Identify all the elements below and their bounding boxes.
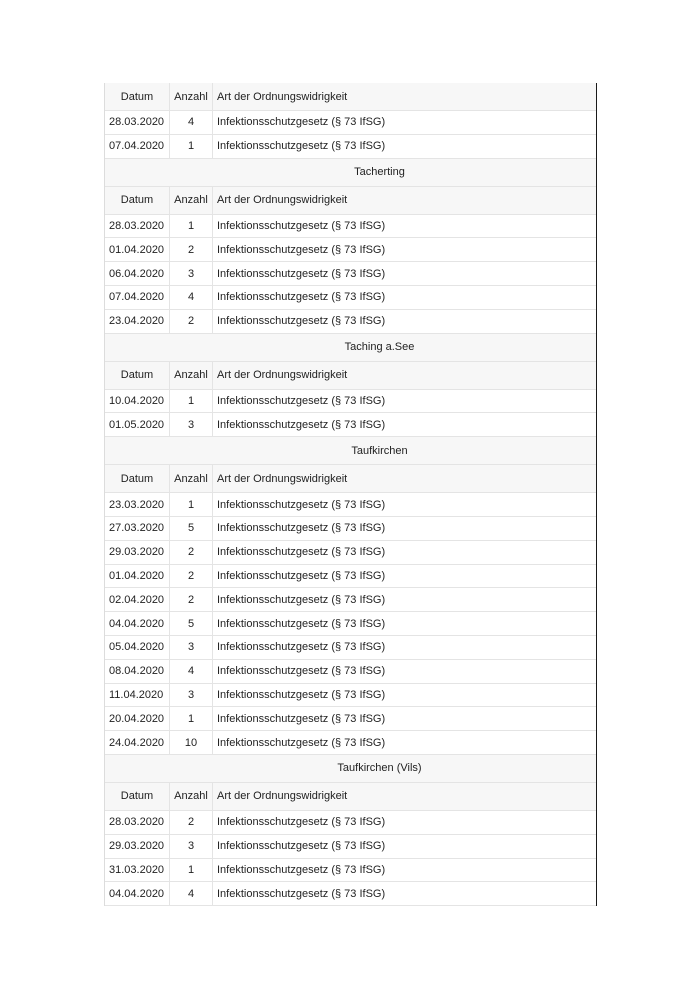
cell-count: 1 (169, 135, 213, 158)
table-row (105, 390, 596, 414)
cell-date: 04.04.2020 (109, 887, 165, 900)
header-type: Art der Ordnungswidrigkeit (217, 790, 348, 803)
town-heading-row (105, 437, 596, 465)
cell-date: 28.03.2020 (109, 816, 165, 829)
table-row (105, 731, 596, 755)
cell-type: Infektionsschutzgesetz (§ 73 IfSG) (217, 267, 386, 280)
header-count: Anzahl (169, 783, 213, 810)
cell-count: 5 (169, 612, 213, 635)
cell-date: 05.04.2020 (109, 641, 165, 654)
cell-type: Infektionsschutzgesetz (§ 73 IfSG) (217, 219, 386, 232)
cell-date: 01.04.2020 (109, 243, 165, 256)
cell-count: 1 (169, 390, 213, 413)
cell-type: Infektionsschutzgesetz (§ 73 IfSG) (217, 315, 386, 328)
header-type: Art der Ordnungswidrigkeit (217, 90, 348, 103)
cell-type: Infektionsschutzgesetz (§ 73 IfSG) (217, 593, 386, 606)
header-date: Datum (120, 369, 154, 382)
cell-type: Infektionsschutzgesetz (§ 73 IfSG) (217, 243, 386, 256)
cell-date: 08.04.2020 (109, 665, 165, 678)
cell-count: 2 (169, 238, 213, 261)
cell-type: Infektionsschutzgesetz (§ 73 IfSG) (217, 617, 386, 630)
cell-count: 2 (169, 811, 213, 834)
header-date: Datum (120, 790, 154, 803)
cell-count: 4 (169, 111, 213, 134)
cell-date: 11.04.2020 (109, 688, 164, 701)
table-row (105, 588, 596, 612)
cell-date: 23.04.2020 (109, 315, 165, 328)
cell-count: 4 (169, 286, 213, 309)
cell-count: 1 (169, 859, 213, 882)
table-row (105, 517, 596, 541)
cell-count: 2 (169, 541, 213, 564)
cell-type: Infektionsschutzgesetz (§ 73 IfSG) (217, 863, 386, 876)
column-header-row (105, 465, 596, 493)
header-count: Anzahl (169, 362, 213, 389)
cell-count: 2 (169, 565, 213, 588)
cell-type: Infektionsschutzgesetz (§ 73 IfSG) (217, 394, 386, 407)
header-date: Datum (120, 194, 154, 207)
cell-date: 06.04.2020 (109, 267, 165, 280)
header-type: Art der Ordnungswidrigkeit (217, 472, 348, 485)
cell-type: Infektionsschutzgesetz (§ 73 IfSG) (217, 840, 386, 853)
cell-date: 10.04.2020 (109, 394, 165, 407)
cell-date: 31.03.2020 (109, 863, 165, 876)
cell-type: Infektionsschutzgesetz (§ 73 IfSG) (217, 116, 386, 129)
cell-count: 2 (169, 310, 213, 333)
column-header-row (105, 83, 596, 111)
table-row (105, 636, 596, 660)
cell-count: 1 (169, 215, 213, 238)
cell-date: 01.04.2020 (109, 569, 165, 582)
table-row (105, 684, 596, 708)
table-row (105, 238, 596, 262)
header-count: Anzahl (169, 83, 213, 110)
table-row (105, 882, 596, 906)
cell-type: Infektionsschutzgesetz (§ 73 IfSG) (217, 569, 386, 582)
cell-type: Infektionsschutzgesetz (§ 73 IfSG) (217, 712, 386, 725)
cell-type: Infektionsschutzgesetz (§ 73 IfSG) (217, 641, 386, 654)
cell-type: Infektionsschutzgesetz (§ 73 IfSG) (217, 546, 386, 559)
table-row (105, 215, 596, 239)
cell-type: Infektionsschutzgesetz (§ 73 IfSG) (217, 291, 386, 304)
cell-count: 5 (169, 517, 213, 540)
town-heading-row (105, 755, 596, 783)
header-count: Anzahl (169, 465, 213, 492)
table-row (105, 310, 596, 334)
cell-date: 29.03.2020 (109, 546, 165, 559)
header-type: Art der Ordnungswidrigkeit (217, 369, 348, 382)
cell-count: 3 (169, 636, 213, 659)
cell-count: 3 (169, 835, 213, 858)
cell-type: Infektionsschutzgesetz (§ 73 IfSG) (217, 665, 386, 678)
table-row (105, 135, 596, 159)
violations-table (104, 83, 597, 906)
table-row (105, 835, 596, 859)
cell-date: 20.04.2020 (109, 712, 165, 725)
cell-type: Infektionsschutzgesetz (§ 73 IfSG) (217, 498, 386, 511)
column-header-row (105, 362, 596, 390)
cell-type: Infektionsschutzgesetz (§ 73 IfSG) (217, 736, 386, 749)
cell-count: 2 (169, 588, 213, 611)
column-header-row (105, 187, 596, 215)
cell-type: Infektionsschutzgesetz (§ 73 IfSG) (217, 140, 386, 153)
cell-count: 1 (169, 493, 213, 516)
cell-date: 02.04.2020 (109, 593, 165, 606)
cell-count: 4 (169, 660, 213, 683)
cell-date: 23.03.2020 (109, 498, 165, 511)
cell-date: 28.03.2020 (109, 219, 165, 232)
table-row (105, 612, 596, 636)
cell-type: Infektionsschutzgesetz (§ 73 IfSG) (217, 418, 386, 431)
table-row (105, 413, 596, 437)
cell-type: Infektionsschutzgesetz (§ 73 IfSG) (217, 522, 386, 535)
cell-count: 3 (169, 262, 213, 285)
town-name: Tacherting (354, 166, 405, 179)
town-name: Taufkirchen (351, 444, 408, 457)
cell-count: 10 (169, 731, 213, 754)
cell-date: 24.04.2020 (109, 736, 165, 749)
column-header-row (105, 783, 596, 811)
table-row (105, 262, 596, 286)
cell-date: 07.04.2020 (109, 291, 165, 304)
cell-date: 28.03.2020 (109, 116, 165, 129)
cell-date: 01.05.2020 (109, 418, 165, 431)
header-count: Anzahl (169, 187, 213, 214)
cell-count: 3 (169, 413, 213, 436)
table-row (105, 493, 596, 517)
town-heading-row (105, 334, 596, 362)
cell-type: Infektionsschutzgesetz (§ 73 IfSG) (217, 816, 386, 829)
cell-date: 07.04.2020 (109, 140, 165, 153)
cell-count: 3 (169, 684, 213, 707)
cell-count: 1 (169, 707, 213, 730)
table-row (105, 811, 596, 835)
cell-date: 29.03.2020 (109, 840, 165, 853)
table-row (105, 660, 596, 684)
header-date: Datum (120, 472, 154, 485)
header-date: Datum (120, 90, 154, 103)
table-row (105, 859, 596, 883)
cell-date: 27.03.2020 (109, 522, 165, 535)
table-row (105, 565, 596, 589)
town-heading-row (105, 159, 596, 187)
cell-type: Infektionsschutzgesetz (§ 73 IfSG) (217, 688, 386, 701)
table-row (105, 707, 596, 731)
town-name: Taching a.See (344, 341, 415, 354)
table-row (105, 111, 596, 135)
cell-count: 4 (169, 882, 213, 905)
header-type: Art der Ordnungswidrigkeit (217, 194, 348, 207)
table-row (105, 541, 596, 565)
table-row (105, 286, 596, 310)
cell-type: Infektionsschutzgesetz (§ 73 IfSG) (217, 887, 386, 900)
town-name: Taufkirchen (Vils) (337, 762, 422, 775)
cell-date: 04.04.2020 (109, 617, 165, 630)
